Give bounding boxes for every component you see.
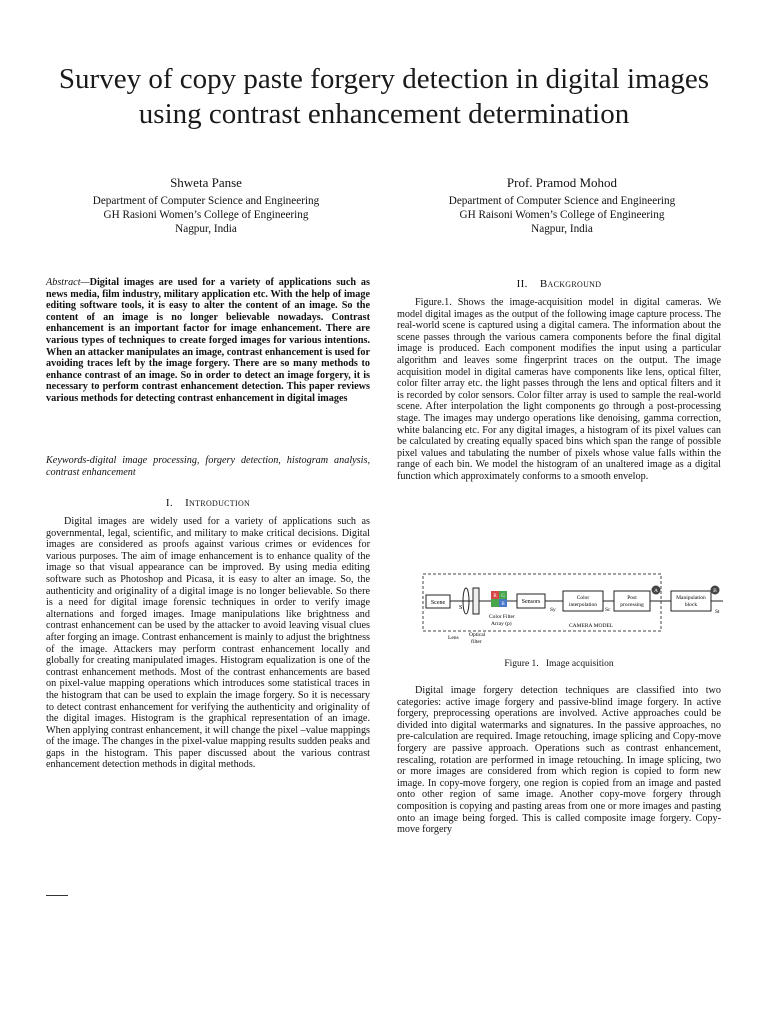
section-number: I.	[165, 497, 173, 509]
pp-label-2: processing	[620, 602, 644, 608]
cfa-label-2: Array (p)	[491, 621, 512, 627]
abstract-text: Digital images are used for a variety of applications such as news media, film industry, military application etc. With the help of image editing software tools, it is easy to alter the content of an image. So the content of an image is no longer believable nowadays. Contrast enhancement is an important factor for image enhancement. There are various types of techniques to create forged images for various intentions. When an attacker manipulates an image, contrast enhancement is used for avoiding traces left by the image forgery. There are so many methods to enhance contrast of an image. So in order to detect an image forgery, it is necessary to perform contrast enhancement detection. This paper reviews various methods for detecting contrast enhancement in digital images	[46, 277, 370, 404]
figure-caption	[397, 659, 721, 669]
pp-label-1: Post	[627, 595, 637, 601]
sc-label: Sc	[605, 607, 611, 613]
node-b-label: B	[713, 588, 717, 594]
author-dept: Department of Computer Science and Engineering	[448, 195, 676, 207]
author-college: GH Raisoni Women’s College of Engineering	[459, 209, 665, 221]
author-block-2	[397, 176, 727, 236]
section-number: II.	[516, 278, 528, 290]
sy-label: Sy	[550, 607, 556, 613]
acquisition-diagram	[419, 571, 724, 651]
camera-model-label: CAMERA MODEL	[569, 623, 614, 629]
paper-title: Survey of copy paste forgery detection in digital images using contrast enhancement determination	[58, 63, 710, 130]
author-dept: Department of Computer Science and Engineering	[92, 195, 320, 207]
ci-label-2: interpolation	[568, 602, 598, 608]
mb-label-1: Manipulation	[676, 595, 706, 601]
scene-label: Scene	[430, 600, 446, 606]
section-title: Background	[539, 278, 602, 290]
author-name: Shweta Panse	[170, 175, 242, 190]
section-heading-introduction	[46, 497, 370, 509]
manipulation-block-box	[671, 591, 711, 611]
abstract-label: Abstract—	[46, 277, 90, 288]
lens-label: Lens	[448, 635, 459, 641]
s-label: S	[459, 605, 463, 611]
node-a-label: A	[654, 588, 658, 594]
introduction-text: Digital images are widely used for a variety of applications such as governmental, legal, scientific, and military to make critical decisions. Digital images are considered as proofs against various crimes or evidences for various purposes. The aim of image enhancement is to enhance quality of the image so that visual appearance can be improved. By using media editing software such as Photoshop and Picasa, it is easy to alter an image. So, the authenticity and originality of a digital image is no longer believable. So there is a need for digital image forensic techniques in order to verify image alternations and forged images. Image manipulations like brightness and contrast enhancement can be used by the attacker to avoid leaving visual clues after forging an image. Contrast enhancement is mainly to adjust the brightness of the image. Attackers may perform contrast enhancement locally and globally for creating manipulated images. Histogram equalization is one of the contrast enhancement methods. Most of the contrast enhancements are based on pixel-value mapping operations which introduces some statistical traces in the histogram that can be used to explain the image forgery. So it is necessary to detect contrast enhancement for verifying the authenticity and originality of the digital images. Histogram is the graphical representation of an image. When applying contrast enhancement, it will change the pixel –value mappings of the image. The changes in the pixel-value mapping results sudden peaks and gaps in the histogram. This paper discussed about the various contrast enhancement detection methods in digital methods.	[46, 516, 370, 771]
abstract	[46, 277, 370, 405]
r-label: R	[493, 594, 497, 599]
sensors-label: Sensors	[521, 599, 541, 605]
caption-number: Figure 1.	[504, 659, 539, 669]
ci-label-1: Color	[576, 595, 590, 601]
background-text-2: Digital image forgery detection techniques are classified into two categories: active image forgery and passive-blind image forgery. In active forgery, preprocessing operations are involved. Active approaches could be divided into digital watermarks and signatures. In the passive approaches, no pre-calculation are required. Image retouching, image splicing and Copy-move forgery are passive approach. Operations such as contrast enhancement, rescaling, rotation are performed in image retouching. In image splicing, two or more images are considered from which region is copied to form new image. In copy-move forgery, one region is copied from an image and pasted onto other region of same image. Another copy-move forgery through composition is copying and pasting areas from one or more images and pasting onto an image being forged. This is called composite image forgery. Copy-move forgery	[397, 685, 721, 836]
optical-label-1: Optical	[469, 632, 486, 638]
figure-image-acquisition	[419, 571, 724, 651]
post-processing-box	[614, 591, 650, 611]
color-interpolation-box	[563, 591, 603, 611]
optical-filter-shape	[473, 588, 479, 614]
author-block-1	[41, 176, 371, 236]
keywords: Keywords-digital image processing, forgery detection, histogram analysis, contrast enhancement	[46, 455, 370, 478]
st-label: St	[715, 609, 720, 615]
author-college: GH Rasioni Women’s College of Engineering	[103, 209, 309, 221]
cfa-label-1: Color Filter	[489, 614, 515, 620]
g-label: G	[501, 594, 505, 599]
b-label: B	[501, 602, 505, 607]
author-name: Prof. Pramod Mohod	[506, 175, 618, 190]
section-title: Introduction	[185, 497, 251, 509]
mb-label-2: block	[684, 602, 698, 608]
optical-label-2: filter	[471, 639, 482, 645]
footnote-rule	[46, 895, 68, 896]
caption-text: Image acquisition	[545, 659, 614, 669]
author-location: Nagpur, India	[531, 223, 593, 235]
author-location: Nagpur, India	[175, 223, 237, 235]
background-text-1: Figure.1. Shows the image-acquisition model in digital cameras. We model digital images as the output of the following image capture process. The real-world scene is captured using a digital camera. The information about the scene passes through the various camera components before the final digital image is produced. Each component modifies the input using a particular algorithm and leaves some fingerprint traces on the output. The image acquisition model in digital cameras have components like lens, optical filter, color filter array etc. the light passes through the lens and optical filters and it is recorded by color sensors. Color filter array is used to sample the real-world scene. After interpolation the light components go through a post-processing stage. The images may undergo operations like denoising, gamma correction, white balancing etc. For any digital images, a histogram of its pixel values can be calculated by creating equally spaced bins which span the range of possible pixel values and tabulating the number of pixels whose value falls within the range of each bin. We model the histogram of an unaltered image as a digital function which approximately conforms to a smooth envelop.	[397, 297, 721, 482]
section-heading-background	[397, 278, 721, 290]
cfa-g-cell	[491, 599, 499, 607]
